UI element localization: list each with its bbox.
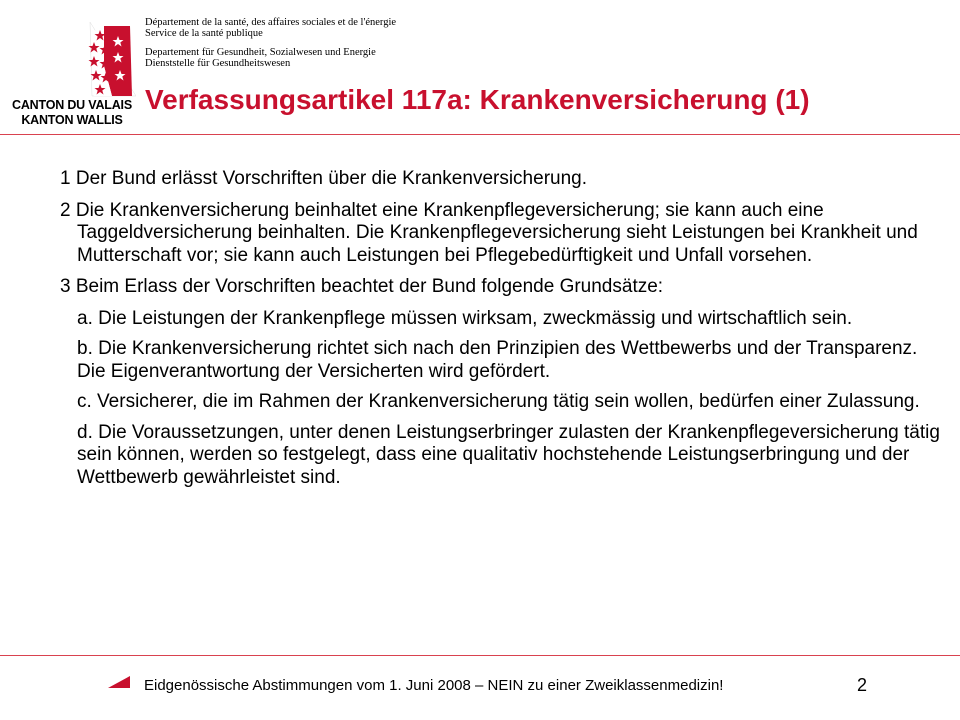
- department-header: [145, 17, 396, 69]
- dept-de-line1: Departement für Gesundheit, Sozialwesen und Energie: [145, 47, 376, 58]
- bottom-divider: [0, 655, 960, 656]
- canton-logo: [8, 8, 136, 130]
- article-text: [60, 168, 940, 497]
- principle-a: a. Die Leistungen der Krankenpflege müssen wirksam, zweckmässig und wirtschaftlich sein.: [77, 307, 853, 329]
- principle-c: c. Versicherer, die im Rahmen der Krankenversicherung tätig sein wollen, bedürfen einer Zulassung.: [77, 391, 920, 412]
- dept-fr-line2: Service de la santé publique: [145, 28, 263, 39]
- red-flag-icon: [108, 676, 130, 688]
- page-number: 2: [857, 675, 868, 695]
- dept-fr-line1: Département de la santé, des affaires sociales et de l'énergie: [145, 17, 397, 28]
- page-title: Verfassungsartikel 117a: Krankenversicherung (1): [145, 84, 810, 115]
- principle-b: b. Die Krankenversicherung richtet sich nach den Prinzipien des Wettbewerbs und der Transparenz. Die Eigenverantwortung der Versicherten wird gefördert.: [77, 338, 918, 382]
- paragraph-2: 2 Die Krankenversicherung beinhaltet eine Krankenpflegeversicherung; sie kann auch eine Taggeldversicherung beinhalten. Die Krankenpflegeversicherung sieht Leistungen bei Krankheit und Mutterschaft vor; sie kann auch Leistungen bei Pflegebedürftigkeit und Unfall vorsehen.: [60, 199, 918, 266]
- top-divider: [0, 134, 960, 135]
- paragraph-1: 1 Der Bund erlässt Vorschriften über die Krankenversicherung.: [60, 168, 587, 189]
- paragraph-3: 3 Beim Erlass der Vorschriften beachtet der Bund folgende Grundsätze:: [60, 276, 664, 297]
- dept-de-line2: Dienststelle für Gesundheitswesen: [145, 58, 291, 69]
- principle-d: d. Die Voraussetzungen, unter denen Leistungserbringer zulasten der Krankenpflegeversicherung tätig sein können, werden so festgelegt, dass eine qualitativ hochstehende Leistungserbringung und der Wettbewerb gewährleistet sind.: [77, 421, 940, 488]
- footer-text: Eidgenössische Abstimmungen vom 1. Juni 2008 – NEIN zu einer Zweiklassenmedizin!: [144, 677, 724, 694]
- canton-name-de: KANTON WALLIS: [21, 113, 123, 127]
- canton-name-fr: CANTON DU VALAIS: [12, 98, 132, 112]
